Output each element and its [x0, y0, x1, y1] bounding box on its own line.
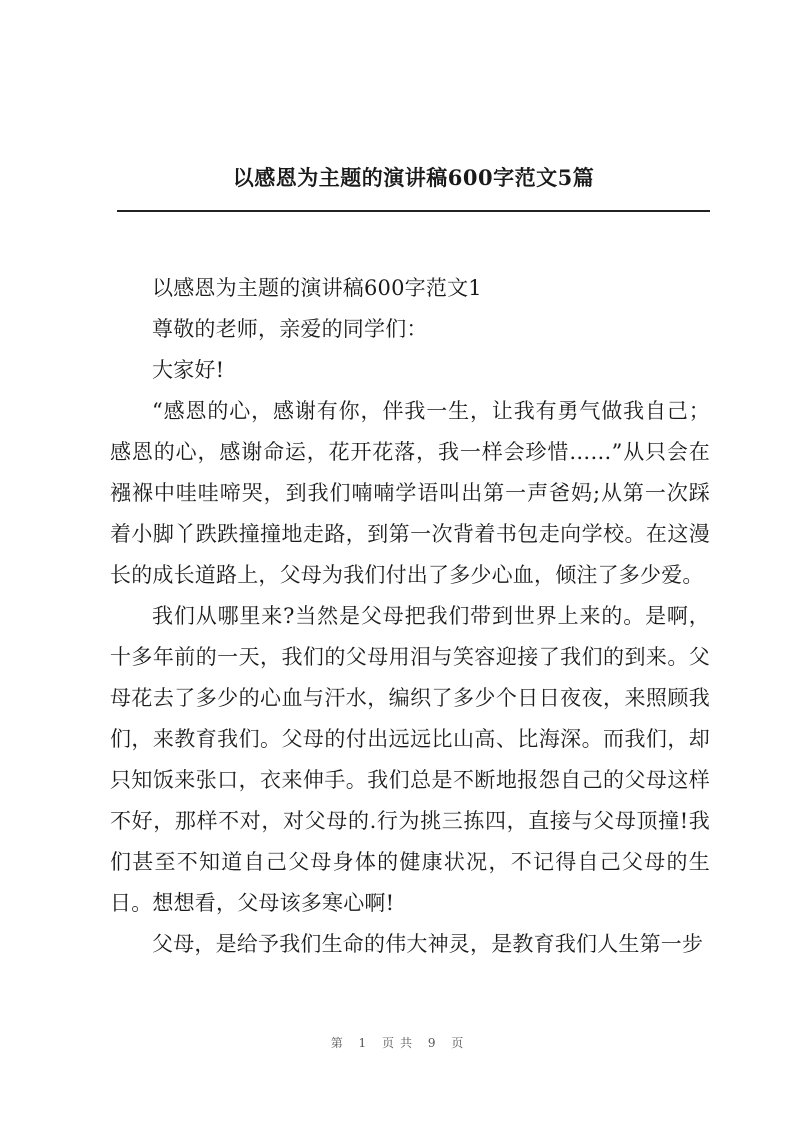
- body-paragraph: 父母，是给予我们生命的伟大神灵，是教育我们人生第一步: [152, 932, 704, 956]
- title-divider: [117, 210, 710, 212]
- body-paragraph: 我们从哪里来?当然是父母把我们带到世界上来的。是啊，十多年前的一天，我们的父母用泪与笑容迎接了我们的到来。父母花去了多少的心血与汗水，编织了多少个日日夜夜，来照顾我们，来教育我们。父母的付出远远比山高、比海深。而我们，却只知饭来张口，衣来伸手。我们总是不断地报怨自己的父母这样不好，那样不对，对父母的.行为挑三拣四，直接与父母顶撞!我们甚至不知道自己父母身体的健康状况，不记得自己父母的生日。想想看，父母该多寒心啊!: [110, 604, 710, 915]
- section-heading: 以感恩为主题的演讲稿600字范文1: [152, 276, 482, 300]
- document-title: 以感恩为主题的演讲稿600字范文5篇: [232, 165, 595, 190]
- greeting: 大家好!: [152, 358, 225, 382]
- body-paragraph: “感恩的心，感谢有你，伴我一生，让我有勇气做我自己；感恩的心，感谢命运，花开花落，我一样会珍惜……”从只会在襁褓中哇哇啼哭，到我们喃喃学语叫出第一声爸妈;从第一次踩着小脚丫跌跌撞撞地走路，到第一次背着书包走向学校。在这漫长的成长道路上，父母为我们付出了多少心血，倾注了多少爱。: [110, 399, 710, 587]
- document-body: [110, 268, 710, 965]
- salutation: 尊敬的老师，亲爱的同学们：: [152, 317, 428, 341]
- page-number-footer: 第 1 页共 9 页: [330, 1036, 470, 1050]
